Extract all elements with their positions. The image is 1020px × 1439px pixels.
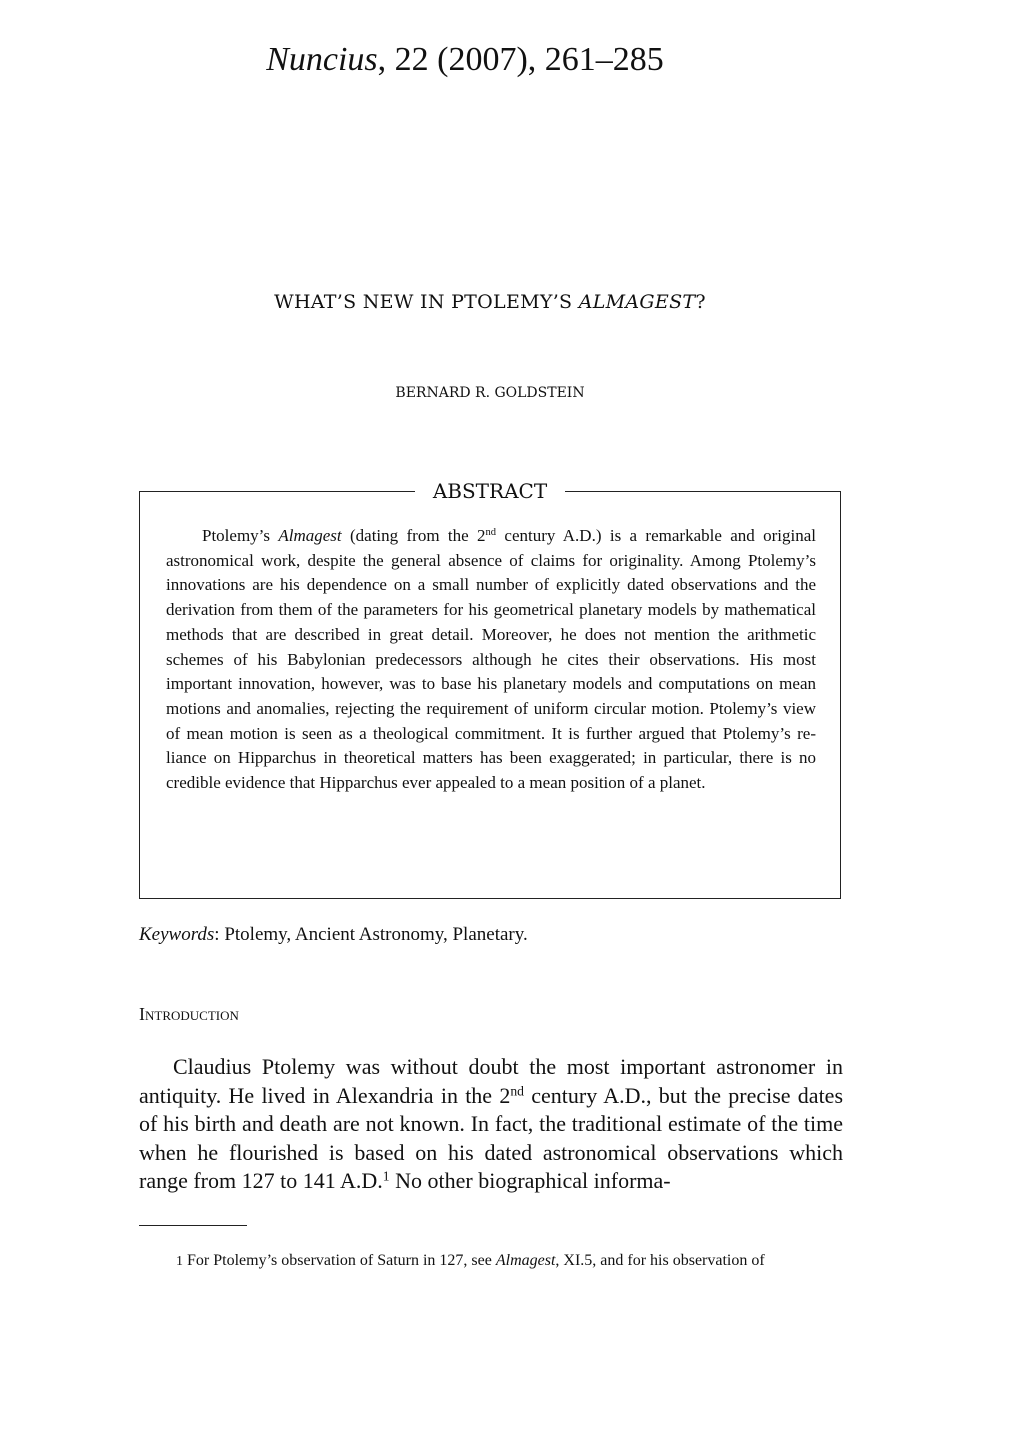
abstract-part: century A.D.) is a remarkable and original astronomical work, despite the general absence of claims for originality. Among Ptolemy’s innovations are his dependence on a small number of explicitly dated observations and the derivation from them of the parameters for his geometrical planetary models by mathematical methods that are described in great detail. Moreover, he does not mention the arithmetic schemes of his Babylonian predecessors although he cites their observations. His most important innovation, however, was to base his planetary models and computations on mean motions and anomalies, rejecting the requirement of uniform circular motion. Ptolemy’s view of mean motion is seen as a theological commitment. It is further argued that Ptolemy’s reliance on Hipparchus in theoretical matters has been exaggerated; in particular, there is no credible evidence that Hipparchus ever appealed to a mean position of a planet. <box>166 526 816 793</box>
introduction-body <box>139 1053 843 1196</box>
abstract-part: Ptolemy’s <box>202 526 279 545</box>
footnote-reference: 1 <box>382 1168 390 1184</box>
footnote-rule <box>139 1225 247 1226</box>
footnote-number: 1 <box>176 1254 183 1269</box>
abstract-superscript: nd <box>485 527 497 539</box>
body-superscript: nd <box>510 1083 524 1099</box>
abstract-italic: Almagest <box>278 526 342 545</box>
footnote-italic: Almagest <box>495 1252 556 1269</box>
title-end: ? <box>695 291 706 313</box>
body-part: Claudius Ptolemy was without doubt the most important astronomer in antiquity. He lived in Alexandria in the 2 <box>139 1054 843 1108</box>
journal-name: Nuncius <box>266 41 378 78</box>
keywords-line <box>139 922 839 948</box>
article-author: BERNARD R. GOLDSTEIN <box>395 385 585 401</box>
keywords-text: : Ptolemy, Ancient Astronomy, Planetary. <box>214 924 528 945</box>
title-text: WHAT’S NEW IN PTOLEMY’S <box>274 291 579 313</box>
body-part: No other biographical informa- <box>389 1168 671 1194</box>
footnote-part: For Ptolemy’s observation of Saturn in 127, see <box>187 1252 496 1269</box>
journal-volume-pages: , 22 (2007), 261–285 <box>377 41 664 78</box>
journal-citation <box>0 38 930 82</box>
abstract-heading: ABSTRACT <box>415 478 565 504</box>
introduction-heading: Introduction <box>139 1004 239 1024</box>
body-part: century A.D., but the precise dates of his birth and death are not known. In fact, the traditional estimate of the time when he flourished is based on his dated astronomical observations which range from 127 to 141 A.D. <box>139 1082 844 1194</box>
abstract-part: (dating from the 2 <box>341 526 486 545</box>
article-title <box>0 290 980 314</box>
keywords-label: Keywords <box>139 924 215 945</box>
title-italic: ALMAGEST <box>578 291 696 313</box>
footnote-part: , XI.5, and for his observation of <box>555 1252 765 1269</box>
footnote <box>176 1250 856 1273</box>
abstract-text <box>166 524 816 796</box>
